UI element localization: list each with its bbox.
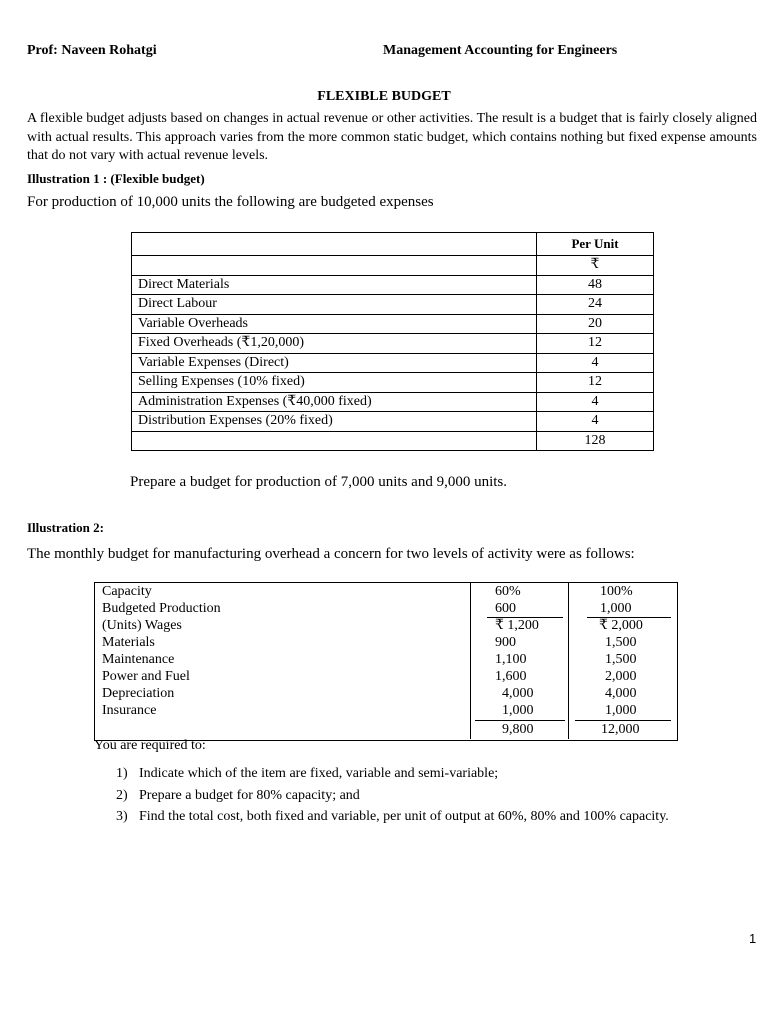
table-cell-blank: [132, 256, 537, 276]
overhead-value: 2,000: [605, 669, 637, 684]
overhead-label: Maintenance: [102, 652, 175, 667]
currency-symbol: ₹: [537, 256, 654, 276]
table-row: [132, 334, 654, 354]
illustration1-task: Prepare a budget for production of 7,000 units and 9,000 units.: [130, 474, 508, 490]
illustration1-description: For production of 10,000 units the following are budgeted expenses: [27, 194, 434, 210]
overhead-value: 600: [495, 601, 516, 616]
currency-row: [132, 256, 654, 276]
table-row: [132, 314, 654, 334]
overhead-label: Capacity: [102, 584, 152, 599]
overhead-value: 1,100: [495, 652, 527, 667]
table-row: [132, 392, 654, 412]
overhead-label: Insurance: [102, 703, 157, 718]
page-title: FLEXIBLE BUDGET: [317, 89, 451, 104]
expense-label: Variable Expenses (Direct): [132, 353, 537, 373]
expense-value: 12: [537, 334, 654, 354]
list-number: 3): [116, 809, 128, 824]
overhead-labels: [102, 583, 221, 719]
table-header-row: [132, 233, 654, 256]
table-row: [132, 373, 654, 393]
header-course: Management Accounting for Engineers: [383, 43, 618, 58]
overhead-value: ₹ 1,200: [495, 618, 539, 633]
expense-value: 12: [537, 373, 654, 393]
list-item: [116, 765, 676, 783]
expense-value: 24: [537, 295, 654, 315]
list-text: Indicate which of the item are fixed, variable and semi-variable;: [139, 766, 499, 781]
overhead-label: Depreciation: [102, 686, 175, 701]
table-header-blank: [132, 233, 537, 256]
expense-label: Administration Expenses (₹40,000 fixed): [132, 392, 537, 412]
list-text: Find the total cost, both fixed and variable, per unit of output at 60%, 80% and 100% capacity.: [139, 809, 669, 824]
column-60-percent: [471, 583, 567, 738]
illustration2-heading: Illustration 2:: [27, 520, 104, 535]
table-row: [132, 275, 654, 295]
expense-label: Direct Labour: [132, 295, 537, 315]
column-100-percent: [569, 583, 675, 738]
total-100: 12,000: [601, 722, 640, 737]
per-unit-header: Per Unit: [537, 233, 654, 256]
overhead-label: Materials: [102, 635, 155, 650]
overhead-value: 100%: [600, 584, 633, 599]
list-number: 2): [116, 787, 128, 803]
intro-paragraph: A flexible budget adjusts based on changes in actual revenue or other activities. The result is a budget that is fairly closely aligned with actual results. This approach varies from the more common static budget, which contains nothing but fixed expense amounts that do not vary with actual revenue levels.: [27, 111, 757, 163]
illustration2-description: The monthly budget for manufacturing overhead a concern for two levels of activity were as follows:: [27, 546, 635, 562]
page-number: 1: [749, 931, 757, 946]
requirements-list: [116, 765, 676, 830]
overhead-value: 900: [495, 635, 516, 650]
subtotal-rule: [587, 617, 671, 618]
expense-label: Selling Expenses (10% fixed): [132, 373, 537, 393]
list-number: 1): [116, 766, 128, 781]
total-value: 128: [537, 431, 654, 451]
expense-label: Distribution Expenses (20% fixed): [132, 412, 537, 432]
expense-label: Direct Materials: [132, 275, 537, 295]
list-text: Prepare a budget for 80% capacity; and: [139, 787, 360, 803]
overhead-value: 1,000: [502, 703, 534, 718]
expense-value: 4: [537, 392, 654, 412]
overhead-value: ₹ 2,000: [599, 618, 643, 633]
overhead-value: 60%: [495, 584, 521, 599]
overhead-value: 1,500: [605, 635, 637, 650]
total-row: [132, 431, 654, 451]
overhead-label: Power and Fuel: [102, 669, 190, 684]
expense-value: 20: [537, 314, 654, 334]
overhead-value: 1,500: [605, 652, 637, 667]
total-60: 9,800: [502, 722, 534, 737]
table-row: [132, 353, 654, 373]
expense-value: 4: [537, 412, 654, 432]
list-item: [116, 787, 676, 805]
expense-value: 48: [537, 275, 654, 295]
overhead-table: [94, 582, 678, 741]
table-row: [132, 295, 654, 315]
total-rule: [575, 720, 671, 721]
subtotal-rule: [487, 617, 563, 618]
overhead-value: 4,000: [502, 686, 534, 701]
list-item: [116, 808, 676, 826]
table-cell-blank: [132, 431, 537, 451]
header-author: Prof: Naveen Rohatgi: [27, 43, 157, 58]
expense-label: Fixed Overheads (₹1,20,000): [132, 334, 537, 354]
expense-label: Variable Overheads: [132, 314, 537, 334]
total-rule: [475, 720, 565, 721]
overhead-value: 1,600: [495, 669, 527, 684]
overhead-value: 1,000: [600, 601, 632, 616]
overhead-value: 1,000: [605, 703, 637, 718]
overhead-value: 4,000: [605, 686, 637, 701]
overhead-label: Budgeted Production: [102, 601, 221, 616]
illustration1-heading: Illustration 1 : (Flexible budget): [27, 171, 205, 186]
expense-value: 4: [537, 353, 654, 373]
requirements-intro: You are required to:: [94, 738, 206, 753]
table-row: [132, 412, 654, 432]
budget-table: [131, 232, 654, 451]
overhead-label: (Units) Wages: [102, 618, 182, 633]
